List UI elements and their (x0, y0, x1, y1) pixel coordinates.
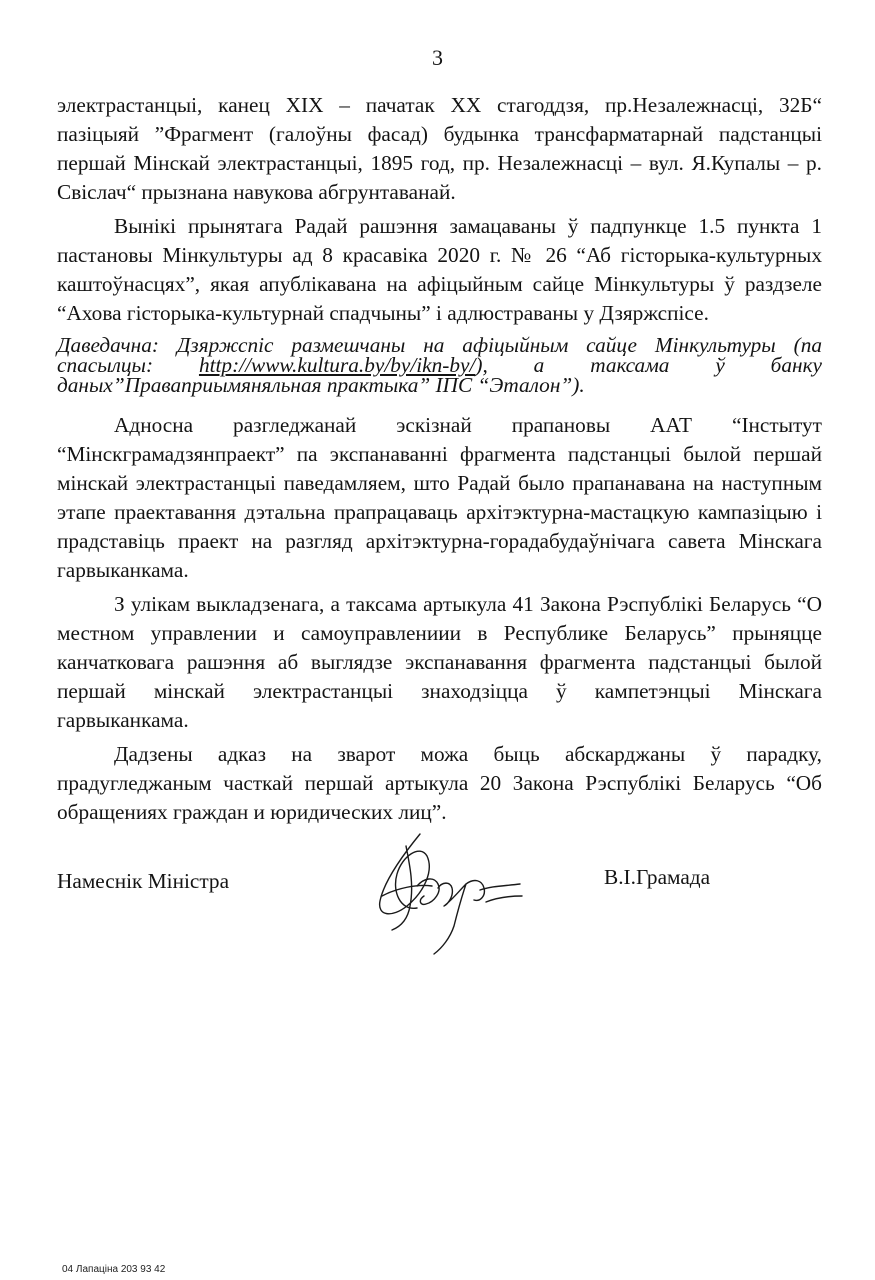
paragraph-appeal: Дадзены адказ на зварот можа быць абскарджаны ў парадку, прадугледжаным часткай першай артыкула 20 Закона Рэспублікі Беларусь “Об обращениях граждан и юридических лиц”. (57, 742, 822, 824)
page-number: 3 (432, 45, 443, 70)
kultura-link[interactable]: http://www.kultura.by/by/ikn-by/ (198, 353, 476, 377)
paragraph-proposal: Адносна разгледжанай эскізнай прапановы ААТ “Інстытут “Мінскграмадзянпраект” па экспанаванні фрагмента падстанцыі былой першай мінскай электрастанцыі паведамляем, што Радай было прапанавана на наступным этапе праектавання дэтальна прапрацаваць архітэктурна-мастацкую кампазіцыю і прадставіць праект на разгляд архітэктурна-горадабудаўнічага савета Мінскага гарвыканкама. (57, 413, 822, 582)
executor-info: 04 Лапаціна 203 93 42 (62, 1264, 166, 1275)
paragraph-continuation: электрастанцыі, канец XIX – пачатак XX стагоддзя, пр.Незалежнасці, 32Б“ пазіцыяй ”Фрагмент (галоўны фасад) будынка трансфарматарнай падстанцыі першай Мінскай электрастанцыі, 1895 год, пр. Незалежнасці – вул. Я.Купалы – р. Свіслач“ прызнана навукова абгрунтаванай. (57, 93, 822, 204)
note-text-start: Даведачна: Дзяржспіс размешчаны на афіцыйным сайце Мінкультуры (па спасылцы: (57, 333, 822, 377)
signature-icon (362, 826, 542, 961)
letter-body (57, 91, 822, 832)
note-text-end: ), а таксама ў банку даных”Праваприымяняльная практыка” ІПС “Эталон”). (57, 353, 822, 397)
signatory-name: В.І.Грамада (604, 865, 711, 889)
paragraph-competence: З улікам выкладзенага, а таксама артыкула 41 Закона Рэспублікі Беларусь “О местном управлении и самоуправлениии в Республике Беларусь” прыняцце канчатковага рашэння аб выглядзе экспанавання фрагмента падстанцыі былой першай мінскай электрастанцыі знаходзіцца ў кампетэнцыі Мінскага гарвыканкама. (57, 592, 822, 732)
paragraph-decision: Вынікі прынятага Радай рашэння замацаваны ў падпункце 1.5 пункта 1 пастановы Мінкультуры ад 8 красавіка 2020 г. № 26 “Аб гісторыка-культурных каштоўнасцях”, якая апублікавана на афіцыйным сайце Мінкультуры ў раздзеле “Ахова гісторыка-культурнай спадчыны” і адлюстраваны у Дзяржспісе. (57, 214, 822, 325)
reference-note (57, 333, 822, 395)
signatory-position: Намеснік Міністра (57, 869, 230, 893)
